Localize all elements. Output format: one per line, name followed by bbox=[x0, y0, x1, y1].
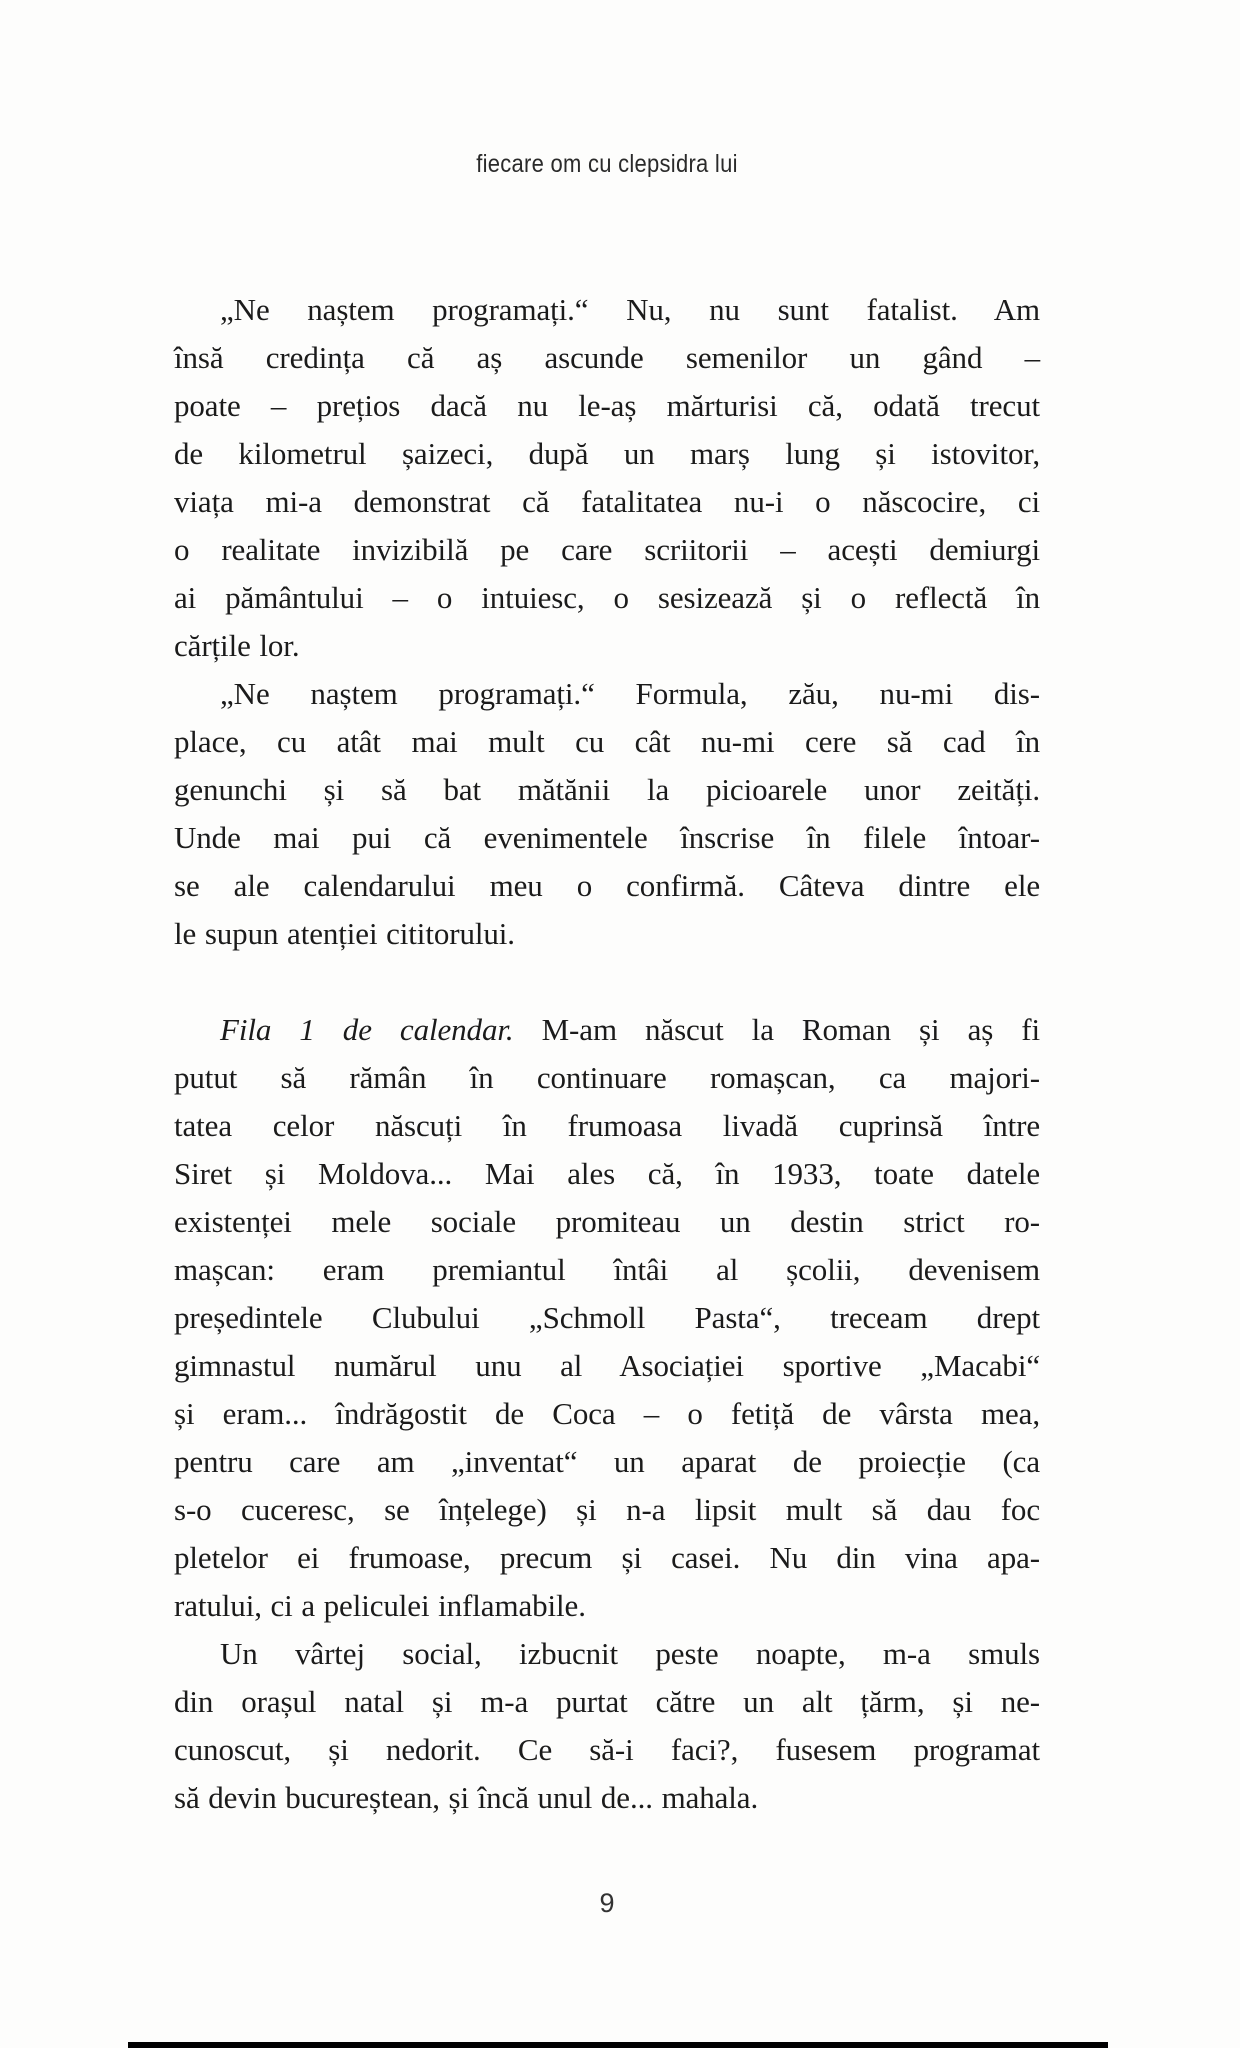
text-line: tatea celor născuți în frumoasa livadă cuprinsă între bbox=[174, 1108, 1040, 1143]
text-line: ai pământului – o intuiesc, o sesizează și o reflectă în bbox=[174, 580, 1040, 615]
text-line: o realitate invizibilă pe care scriitorii – acești demiurgi bbox=[174, 532, 1040, 567]
paragraph bbox=[174, 1006, 1040, 1630]
scan-edge-line bbox=[128, 2042, 1108, 2048]
text-line: ratului, ci a peliculei inflamabile. bbox=[174, 1588, 586, 1623]
text-line: însă credința că aș ascunde semenilor un gând – bbox=[174, 340, 1040, 375]
text-line: Unde mai pui că evenimentele înscrise în filele întoar- bbox=[174, 820, 1040, 855]
paragraph bbox=[174, 1630, 1040, 1822]
text-line: gimnastul numărul unu al Asociației sportive „Macabi“ bbox=[174, 1348, 1040, 1383]
text-line: se ale calendarului meu o confirmă. Câteva dintre ele bbox=[174, 868, 1040, 903]
text-line: mașcan: eram premiantul întâi al școlii, devenisem bbox=[174, 1252, 1040, 1287]
text-line: poate – prețios dacă nu le-aș mărturisi că, odată trecut bbox=[174, 388, 1040, 423]
paragraph bbox=[174, 670, 1040, 958]
text-block bbox=[174, 286, 1040, 1822]
text-line: putut să rămân în continuare romașcan, ca majori- bbox=[174, 1060, 1040, 1095]
page-number: 9 bbox=[599, 1888, 615, 1918]
paragraph bbox=[174, 286, 1040, 670]
text-line: de kilometrul șaizeci, după un marș lung și istovitor, bbox=[174, 436, 1040, 471]
text-line: place, cu atât mai mult cu cât nu-mi cere să cad în bbox=[174, 724, 1040, 759]
text-line: Fila 1 de calendar. M-am născut la Roman și aș fi bbox=[220, 1012, 1041, 1047]
text-line: s-o cuceresc, se înțelege) și n-a lipsit mult să dau foc bbox=[174, 1492, 1040, 1527]
text-line: genunchi și să bat mătănii la picioarele unor zeități. bbox=[174, 772, 1040, 807]
italic-lead: Fila 1 de calendar. bbox=[220, 1012, 514, 1047]
text-line: președintele Clubului „Schmoll Pasta“, treceam drept bbox=[174, 1300, 1040, 1335]
text-line: „Ne naștem programați.“ Nu, nu sunt fatalist. Am bbox=[220, 292, 1040, 327]
text-line: pentru care am „inventat“ un aparat de proiecție (ca bbox=[174, 1444, 1040, 1479]
text-line: viața mi-a demonstrat că fatalitatea nu-i o născocire, ci bbox=[174, 484, 1040, 519]
text-line: cunoscut, și nedorit. Ce să-i faci?, fusesem programat bbox=[174, 1732, 1040, 1767]
text-line: pletelor ei frumoase, precum și casei. Nu din vina apa- bbox=[174, 1540, 1040, 1575]
running-title: fiecare om cu clepsidra lui bbox=[476, 150, 738, 178]
text-line: Un vârtej social, izbucnit peste noapte, m-a smuls bbox=[220, 1636, 1040, 1671]
text-line: „Ne naștem programați.“ Formula, zău, nu-mi dis- bbox=[220, 676, 1040, 711]
text-line: și eram... îndrăgostit de Coca – o fetiță de vârsta mea, bbox=[174, 1396, 1040, 1431]
text-line: să devin bucureștean, și încă unul de... mahala. bbox=[174, 1780, 759, 1815]
text-line: existenței mele sociale promiteau un destin strict ro- bbox=[174, 1204, 1040, 1239]
text-line: Siret și Moldova... Mai ales că, în 1933, toate datele bbox=[174, 1156, 1040, 1191]
text-line: le supun atenției cititorului. bbox=[174, 916, 515, 951]
text-line: din orașul natal și m-a purtat către un alt țărm, și ne- bbox=[174, 1684, 1040, 1719]
text-line: cărțile lor. bbox=[174, 628, 300, 663]
